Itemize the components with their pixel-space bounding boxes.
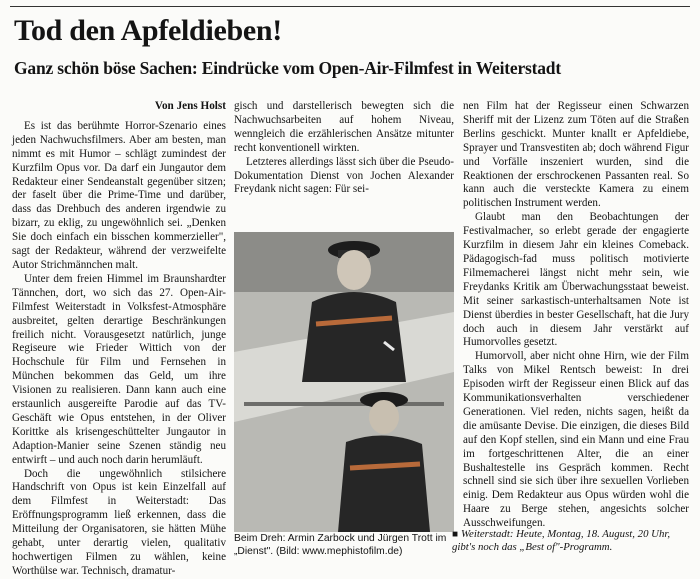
square-bullet-icon: ■ bbox=[452, 529, 459, 540]
top-rule bbox=[10, 6, 690, 7]
paragraph: nen Film hat der Regisseur einen Schwarzen Sheriff mit der Lizenz zum Töten auf die Straßen Berlins geschickt. Munter knallt er Apfeldiebe, Sprayer und Transvestiten ab; doch während Figur und Vorfälle inszeniert wurden, sind die Reaktionen der erschrockenen Passanten real. So kann auch die versteckte Kamera zu einem politischen Instrument werden. bbox=[463, 100, 689, 210]
photo-caption: Beim Dreh: Armin Zarbock und Jürgen Trott im „Dienst". (Bild: www.mephistofilm.de) bbox=[234, 533, 447, 557]
headline: Tod den Apfeldieben! bbox=[14, 14, 282, 47]
subheadline: Ganz schön böse Sachen: Eindrücke vom Open-Air-Filmfest in Weiterstadt bbox=[14, 58, 561, 78]
article-column-1 bbox=[12, 100, 226, 577]
article-column-2 bbox=[234, 100, 454, 230]
byline: Von Jens Holst bbox=[154, 100, 226, 112]
event-info-text: Weiterstadt: Heute, Montag, 18. August, 20 Uhr, gibt's noch das „Best of"-Programm. bbox=[452, 528, 671, 553]
article-photo bbox=[234, 232, 454, 532]
article-column-3 bbox=[463, 100, 689, 546]
paragraph: Glaubt man den Beobachtungen der Festivalmacher, so erlebt gerade der engagierte Kurzfilm in diesem Jahr ein kleines Comeback. Pädagogisch-fad muss politisch motivierte Filmemacherei längst nicht mehr sein, wie Freydanks Kritik am Überwachungsstaat beweist. Mit seiner sarkastisch-unterhaltsamen Note ist Dienst überdies in bester Gesellschaft, hat die Jury doch auch in diesem Jahr verstärkt auf Humorvolles gesetzt. bbox=[463, 211, 689, 349]
photo-illustration bbox=[234, 232, 454, 532]
paragraph: gisch und darstellerisch bewegten sich die Nachwuchsarbeiten auf hohem Niveau, wenngleich die erzählerischen Ansätze mitunter recht konventionell wirkten. bbox=[234, 100, 454, 154]
paragraph: Unter dem freien Himmel im Braunshardter Tännchen, dort, wo sich das 27. Open-Air-Filmfest Weiterstadt in Volksfest-Atmosphäre ausbreitet, gelten derartige Beschränkungen freilich nicht. Vorausgesetzt natürlich, junge Regiseure wie Frieder Wittich von der Hochschule für Film und Fernsehen in München bekommen das Geld, um ihre Visionen zu realisieren. Dann kann auch eine erstaunlich ausgereifte Parodie auf das TV-Geschäft wie Opus entstehen, in der Oliver Korittke als krisengeschüttelter Jungautor in Adaption-Manier seine Szenen ständig neu entwirft – und auch noch darin herumläuft. bbox=[12, 272, 226, 466]
event-info bbox=[452, 528, 692, 554]
paragraph: Letzteres allerdings lässt sich über die Pseudo-Dokumentation Dienst von Jochen Alexander Freydank nicht sagen: Für sei- bbox=[234, 155, 454, 196]
paragraph: Humorvoll, aber nicht ohne Hirn, wie der Film Talks von Mikel Rentsch beweist: In drei Episoden wirft der Regisseur einen Blick auf das Kommunikationsverhalten verschiedener Generationen. Viel reden, nichts sagen, heißt da die amüsante Devise. Die einzigen, die dieses Bild auf den Kopf stellen, sind ein Mann und eine Frau im fortgeschrittenen Alter, die an einer Bushaltestelle ins Gespräch kommen. Recht schnell sind sie sich über ihre sexuellen Vorlieben einig. Dem Redakteur aus Opus würden wohl die Haare zu Berge stehen, angesichts solcher Ausschweifungen. bbox=[463, 350, 689, 530]
paragraph: Es ist das berühmte Horror-Szenario eines jeden Nachwuchsfilmers. Aber am besten, man nimmt es mit Humor – schlägt zumindest der Kurzfilm Opus vor. Da darf ein Jungautor dem Redakteur einer Sendeanstalt gegenüber sitzen; der faselt über die Prime-Time und darüber, dass das Drehbuch des anderen irgendwie zu bizarr, zu eklig, zu ungewöhnlich sei. „Denken Sie doch einfach ein bisschen kommerzieller", sagt der Redakteur, während der verzweifelte Autor Strichmännchen malt. bbox=[12, 119, 226, 271]
paragraph: Doch die ungewöhnlich stilsichere Handschrift von Opus ist kein Einzelfall auf dem Filmfest in Weiterstadt: Das Eröffnungsprogramm ließ erkennen, dass die Mitteilung der Organisatoren, sie hätten Mühe gehabt, unter derartig vielen, qualitativ hochwertigen Filmen zu wählen, keine Worthülse war. Technisch, dramatur- bbox=[12, 467, 226, 577]
